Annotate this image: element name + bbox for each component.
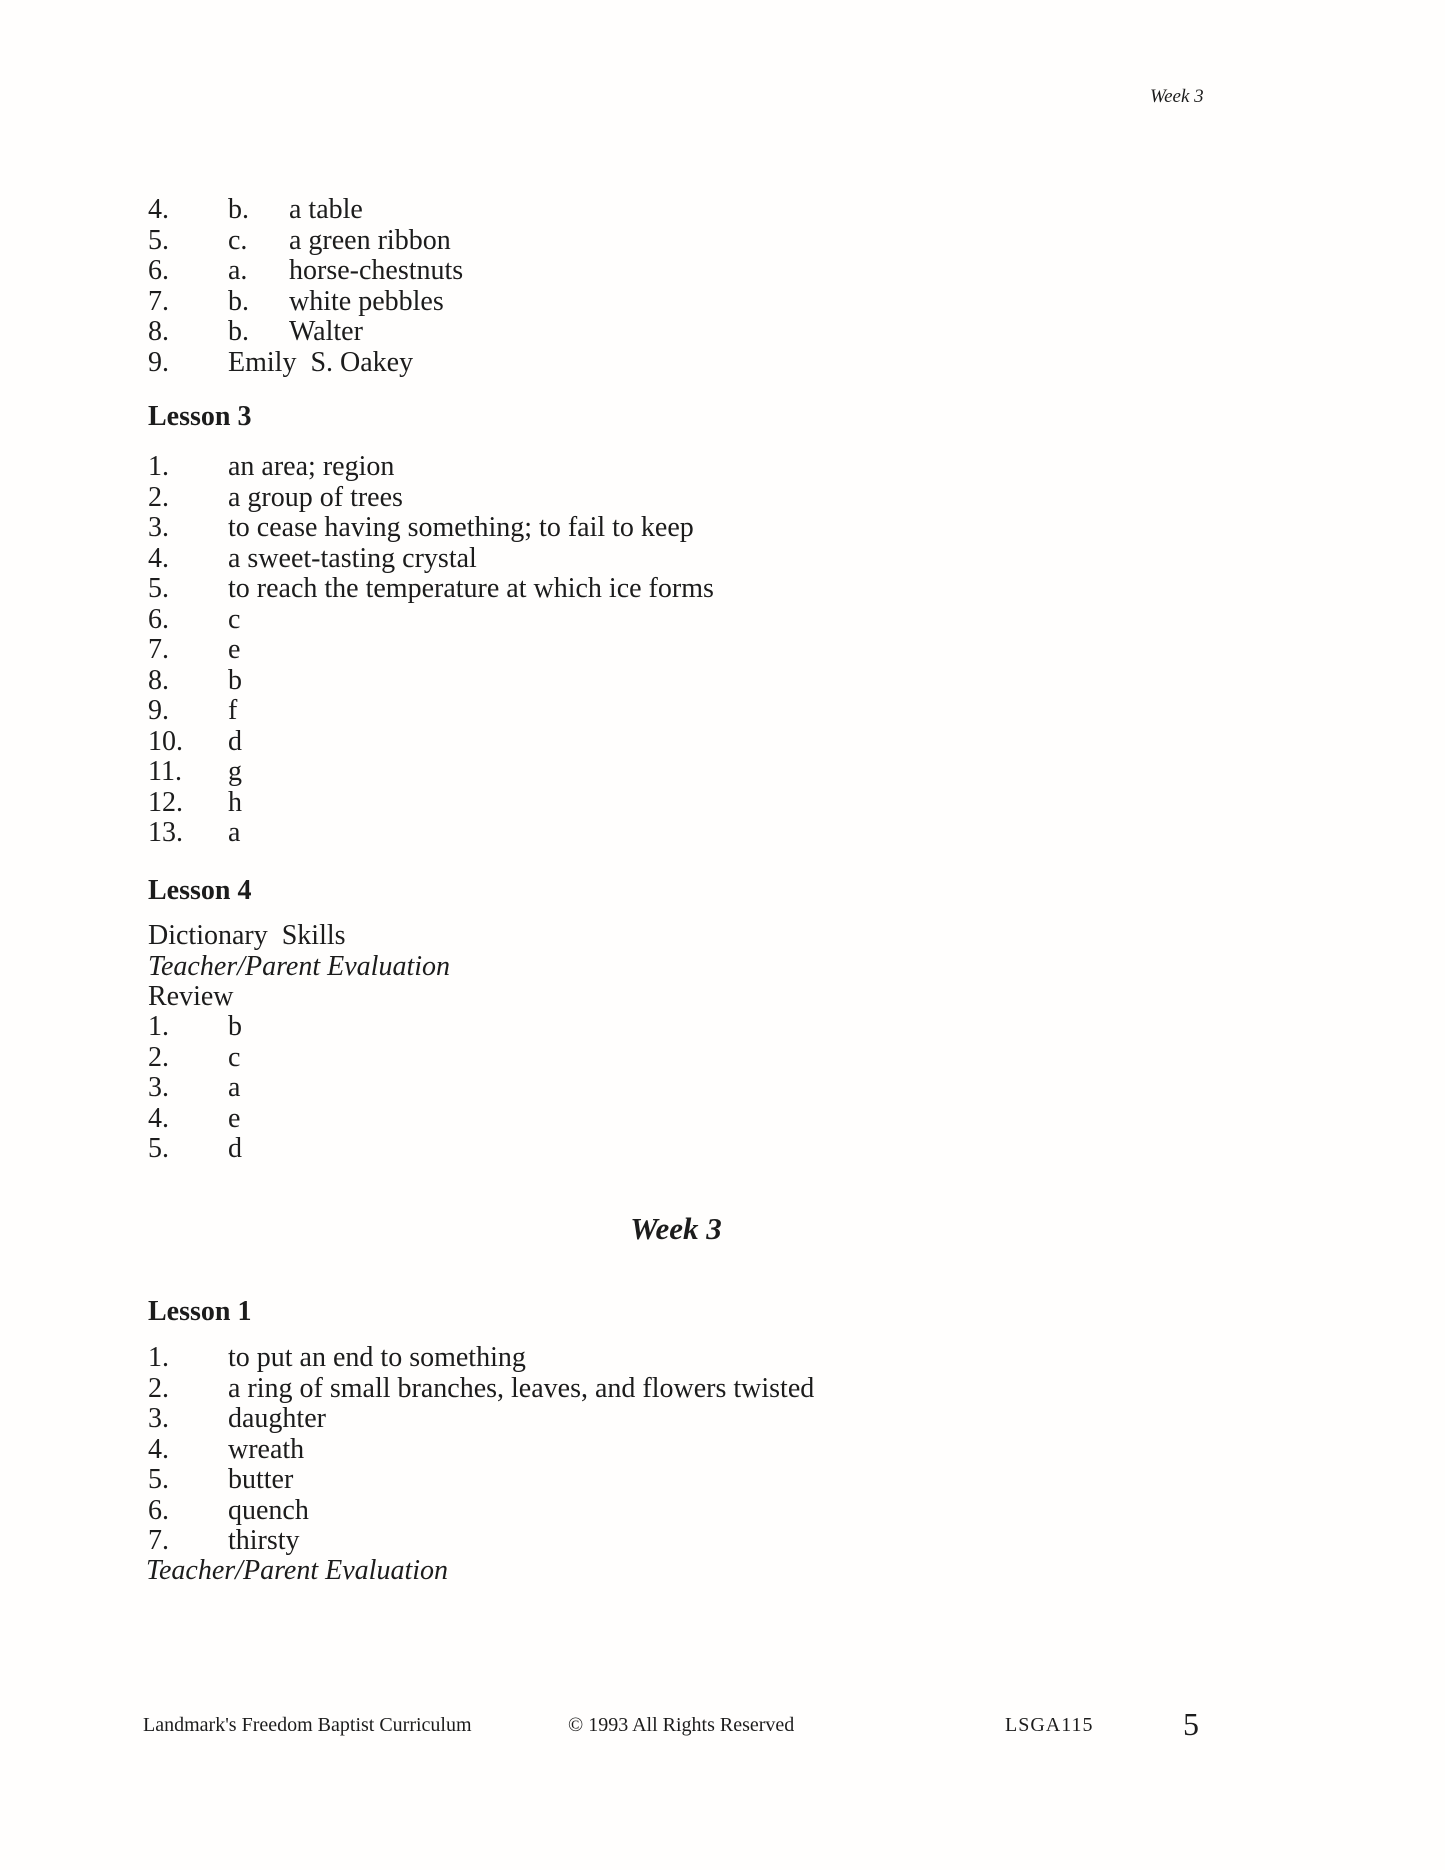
answer-text: Walter — [289, 316, 363, 347]
answer-row — [148, 757, 714, 788]
answer-text: h — [228, 786, 242, 818]
lesson1-heading: Lesson 1 — [148, 1296, 252, 1327]
answer-number: 13. — [148, 817, 183, 848]
answer-number: 6. — [148, 1494, 169, 1526]
answer-number: 1. — [148, 451, 169, 482]
answer-text: f — [228, 695, 238, 726]
answer-text: e — [228, 1102, 241, 1134]
answer-number: 3. — [148, 1403, 169, 1434]
answer-row — [148, 1073, 242, 1104]
answer-number: 12. — [148, 786, 183, 818]
answer-text: an area; region — [228, 451, 395, 482]
answer-number: 9. — [148, 346, 169, 378]
lesson4-evaluation-label: Teacher/Parent Evaluation — [148, 950, 450, 982]
answer-row — [148, 483, 714, 514]
answer-number: 4. — [148, 1433, 169, 1465]
answer-text: b — [228, 1011, 242, 1042]
week-section-title: Week 3 — [630, 1211, 722, 1246]
answer-text: to cease having something; to fail to keep — [228, 512, 694, 543]
answer-text: c — [228, 1041, 241, 1073]
answer-row — [148, 452, 714, 483]
answer-number: 3. — [148, 1072, 169, 1103]
lesson1-answer-list — [148, 1343, 814, 1557]
answer-text: a — [228, 817, 241, 848]
answer-number: 5. — [148, 573, 169, 604]
answer-letter: b. — [228, 316, 249, 347]
answer-letter: b. — [228, 194, 249, 225]
footer-page-number: 5 — [1183, 1706, 1199, 1742]
answer-text: c — [228, 603, 241, 635]
answer-row — [148, 1134, 242, 1165]
answer-text: a group of trees — [228, 481, 403, 513]
answer-number: 7. — [148, 1525, 169, 1556]
lesson4-answer-list — [148, 1012, 242, 1165]
carryover-answer-list — [148, 195, 463, 378]
answer-text: thirsty — [228, 1525, 300, 1556]
answer-row — [148, 1104, 242, 1135]
answer-letter: c. — [228, 224, 248, 256]
answer-text: Emily S. Oakey — [228, 346, 414, 378]
answer-number: 6. — [148, 255, 169, 286]
answer-row — [148, 1496, 814, 1527]
answer-number: 9. — [148, 695, 169, 726]
answer-text: d — [228, 725, 242, 757]
answer-number: 10. — [148, 725, 183, 757]
answer-number: 7. — [148, 634, 169, 665]
answer-row — [148, 513, 714, 544]
answer-number: 1. — [148, 1011, 169, 1042]
answer-row — [148, 256, 463, 287]
answer-text: a ring of small branches, leaves, and flowers twisted — [228, 1372, 815, 1404]
lesson1-evaluation-label: Teacher/Parent Evaluation — [146, 1555, 448, 1586]
answer-row — [148, 605, 714, 636]
answer-row — [148, 696, 714, 727]
answer-text: a table — [289, 194, 363, 225]
answer-text: e — [228, 634, 241, 665]
answer-text: white pebbles — [289, 285, 444, 317]
answer-text: a — [228, 1072, 241, 1103]
footer-copyright: © 1993 All Rights Reserved — [568, 1714, 795, 1736]
answer-row — [148, 1012, 242, 1043]
answer-number: 8. — [148, 664, 169, 696]
answer-row — [148, 818, 714, 849]
answer-text: b — [228, 664, 242, 696]
answer-number: 6. — [148, 603, 169, 635]
answer-number: 7. — [148, 285, 169, 317]
answer-letter: a. — [228, 255, 248, 286]
lesson4-heading: Lesson 4 — [148, 875, 252, 906]
page-header-week-label: Week 3 — [1150, 86, 1204, 107]
answer-row — [148, 1374, 814, 1405]
answer-row — [148, 544, 714, 575]
answer-row — [148, 1043, 242, 1074]
answer-text: a sweet-tasting crystal — [228, 542, 477, 574]
answer-text: horse-chestnuts — [289, 255, 464, 286]
answer-text: a green ribbon — [289, 224, 451, 256]
answer-number: 5. — [148, 1133, 169, 1164]
answer-number: 2. — [148, 481, 169, 513]
answer-letter: b. — [228, 285, 249, 317]
lesson4-review-label: Review — [148, 981, 234, 1012]
lesson4-intro-block — [148, 921, 450, 1013]
answer-number: 3. — [148, 512, 169, 543]
answer-row — [148, 635, 714, 666]
answer-row — [148, 666, 714, 697]
lesson3-answer-list — [148, 452, 714, 849]
footer-course-code: LSGA115 — [1005, 1714, 1094, 1736]
answer-text: to reach the temperature at which ice forms — [228, 573, 714, 604]
answer-text: butter — [228, 1464, 294, 1495]
answer-row — [148, 317, 463, 348]
lesson4-subtitle: Dictionary Skills — [148, 920, 346, 951]
answer-number: 1. — [148, 1342, 169, 1373]
answer-row — [148, 1435, 814, 1466]
footer-publisher: Landmark's Freedom Baptist Curriculum — [143, 1714, 472, 1736]
answer-text: to put an end to something — [228, 1342, 526, 1373]
answer-row — [148, 574, 714, 605]
answer-row — [148, 1343, 814, 1374]
answer-number: 2. — [148, 1041, 169, 1073]
answer-row — [148, 287, 463, 318]
answer-row — [148, 788, 714, 819]
answer-number: 4. — [148, 542, 169, 574]
answer-text: daughter — [228, 1403, 326, 1434]
answer-text: quench — [228, 1494, 309, 1526]
answer-text: g — [228, 756, 242, 787]
answer-text: wreath — [228, 1433, 305, 1465]
answer-row — [148, 226, 463, 257]
answer-number: 2. — [148, 1372, 169, 1404]
answer-row — [148, 1465, 814, 1496]
answer-number: 5. — [148, 1464, 169, 1495]
answer-number: 4. — [148, 1102, 169, 1134]
answer-number: 5. — [148, 224, 169, 256]
answer-row — [148, 195, 463, 226]
answer-text: d — [228, 1133, 242, 1164]
answer-row — [148, 348, 463, 379]
answer-row — [148, 1526, 814, 1557]
lesson3-heading: Lesson 3 — [148, 401, 252, 432]
answer-number: 11. — [148, 756, 182, 787]
answer-row — [148, 727, 714, 758]
answer-row — [148, 1404, 814, 1435]
answer-number: 4. — [148, 194, 169, 225]
answer-number: 8. — [148, 316, 169, 347]
